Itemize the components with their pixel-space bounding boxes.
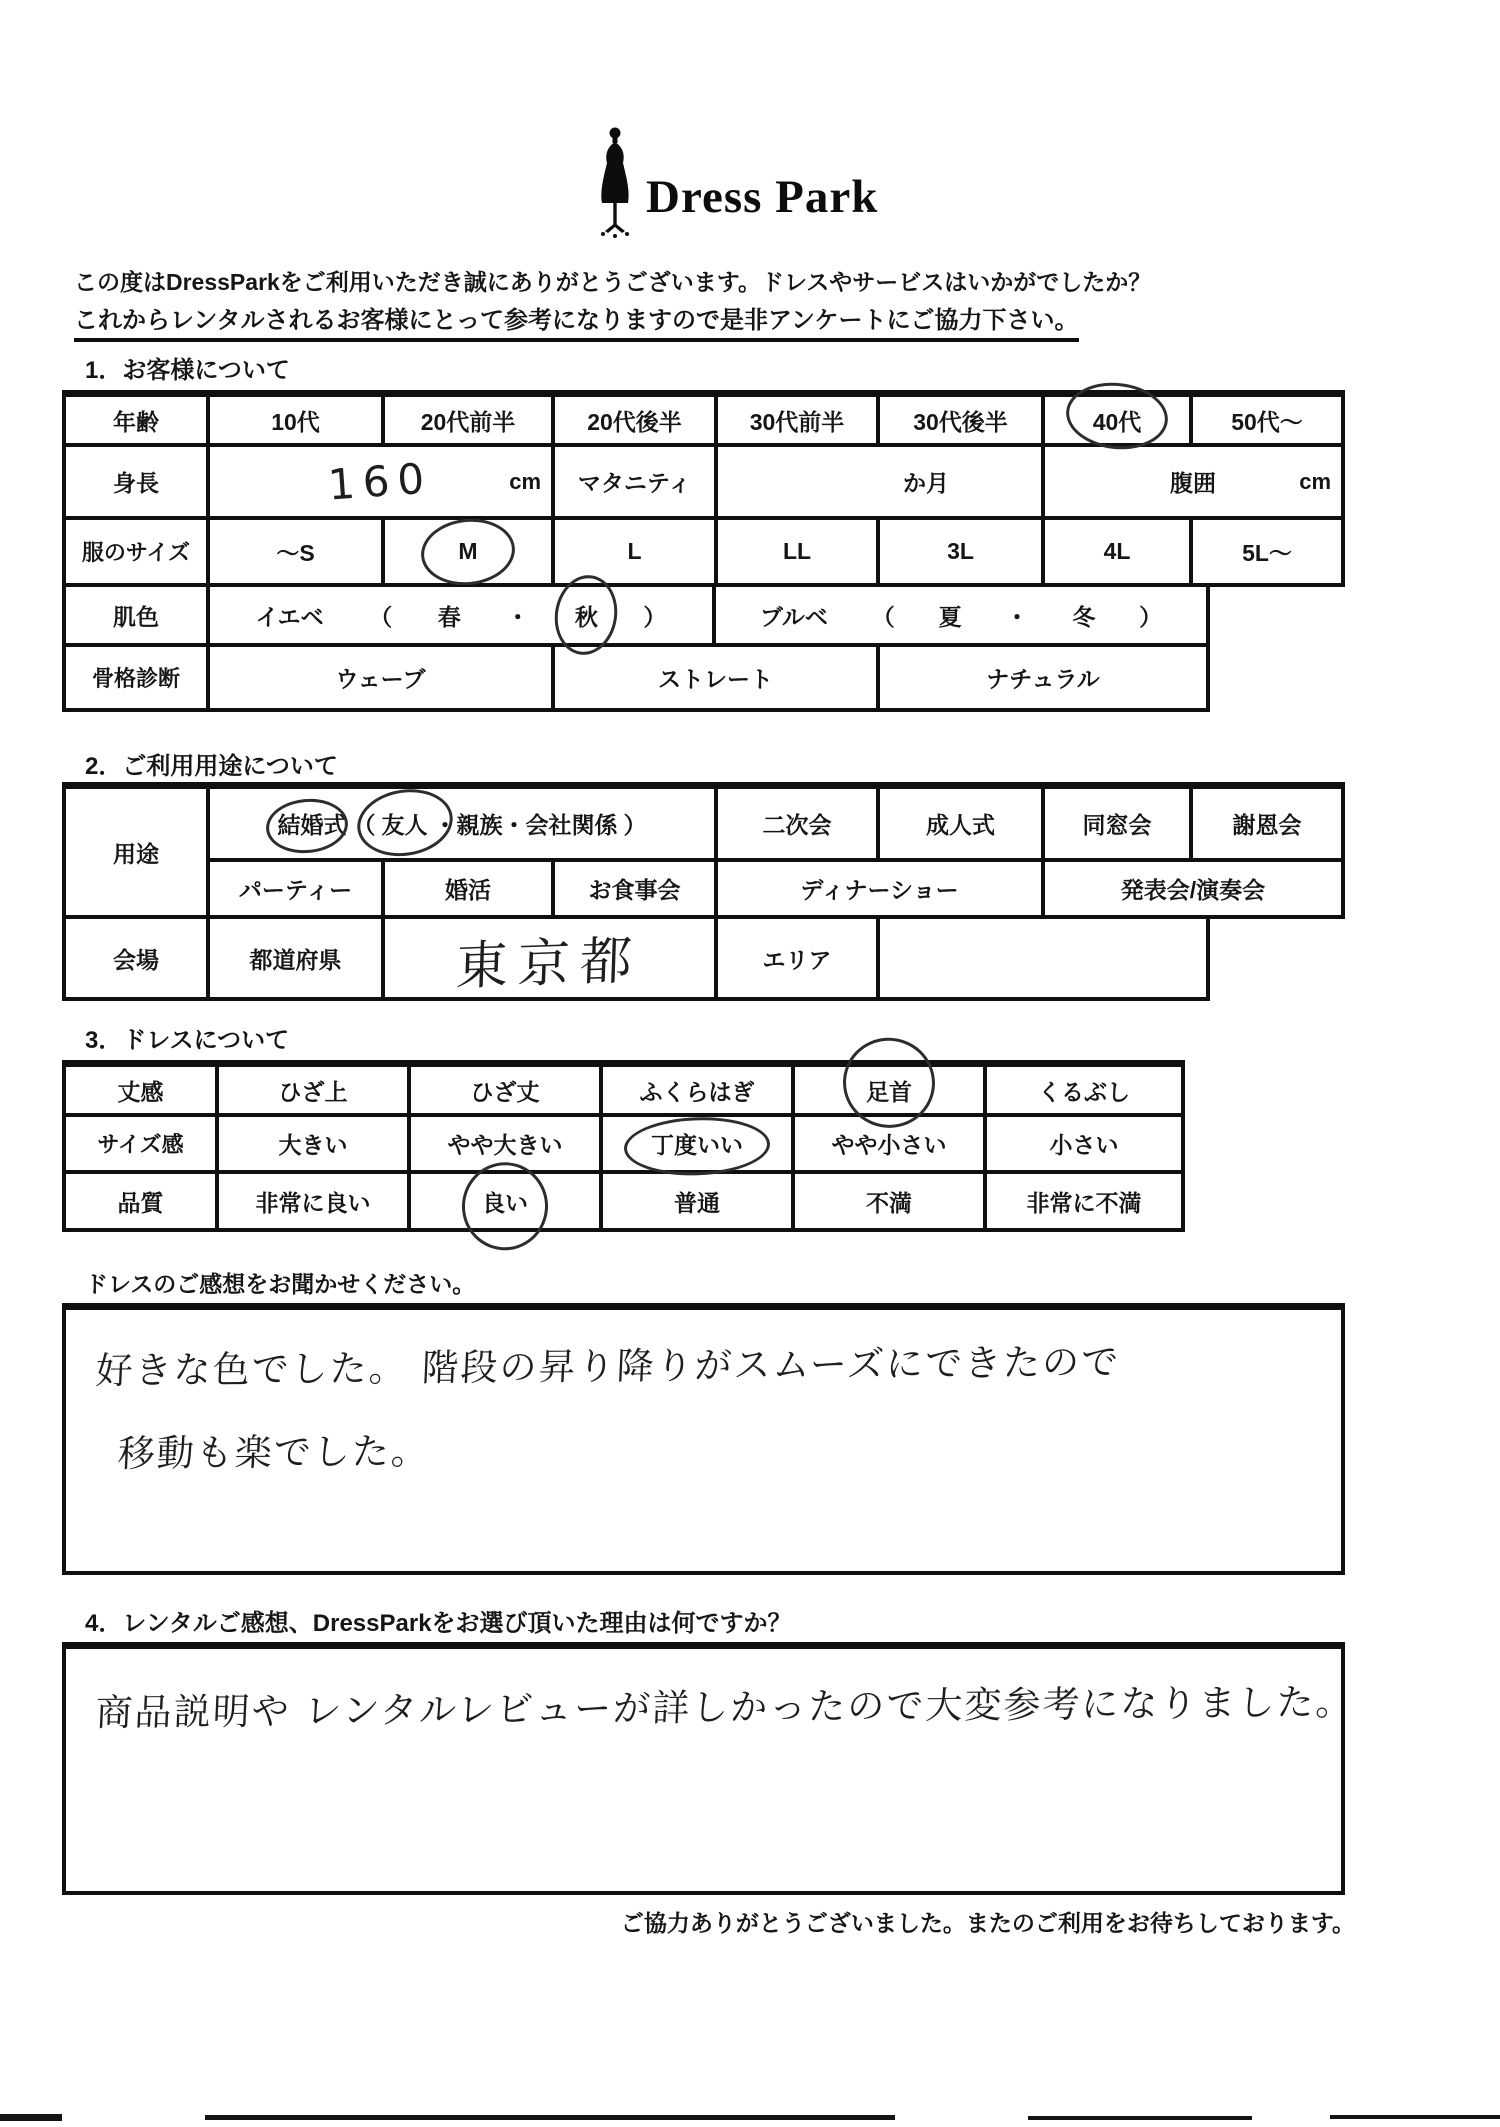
quality-option-label: 非常に良い bbox=[255, 1189, 371, 1216]
quality-option-dissatisfied[interactable] bbox=[795, 1174, 987, 1228]
venue-label-cell bbox=[66, 919, 210, 997]
length-label: 丈感 bbox=[117, 1078, 164, 1105]
length-label-cell bbox=[66, 1067, 219, 1113]
length-option-aboveknee[interactable] bbox=[219, 1067, 411, 1113]
frame-label: 骨格診断 bbox=[91, 666, 180, 691]
paren-open: （ bbox=[871, 603, 895, 630]
height-value-cell[interactable] bbox=[210, 447, 555, 516]
usage-option-dinnershow[interactable] bbox=[718, 862, 1045, 915]
usage-option-party[interactable] bbox=[210, 862, 385, 915]
usage-option-label: 婚活 bbox=[445, 877, 491, 903]
usage-option-comingofage[interactable] bbox=[880, 789, 1045, 862]
closing-message: ご協力ありがとうございました。またのご利用をお待ちしております。 bbox=[620, 1910, 1355, 1936]
length-option-label: ひざ丈 bbox=[470, 1078, 540, 1105]
reason-handwritten-line: 商品説明や レンタルレビューが詳しかったので大変参考になりました。 bbox=[94, 1680, 1356, 1735]
season-autumn-label: 秋 bbox=[574, 603, 598, 630]
size-option-l[interactable] bbox=[555, 520, 718, 583]
wedding-friend[interactable] bbox=[382, 807, 428, 840]
size-label-cell bbox=[66, 520, 210, 583]
size-option-4l[interactable] bbox=[1045, 520, 1193, 583]
brand-name: Dress Park bbox=[646, 171, 879, 223]
dot-separator: ・ bbox=[506, 603, 530, 630]
area-value-cell[interactable] bbox=[880, 919, 1206, 997]
usage-option-reunion[interactable] bbox=[1045, 789, 1193, 862]
usage-option-label: お食事会 bbox=[588, 877, 681, 903]
brand-logo bbox=[594, 126, 878, 240]
age-option-label: 30代前半 bbox=[749, 408, 845, 435]
height-handwritten-value: 160 bbox=[326, 453, 435, 510]
fit-label: サイズ感 bbox=[97, 1132, 184, 1157]
usage-option-label: 発表会/演奏会 bbox=[1120, 877, 1266, 903]
age-option-label: 20代後半 bbox=[587, 408, 682, 435]
venue-label: 会場 bbox=[113, 946, 159, 973]
section1-heading: 1．お客様について bbox=[85, 357, 290, 384]
skin-label: 肌色 bbox=[113, 603, 159, 630]
intro-request-line: これからレンタルされるお客様にとって参考になりますので是非アンケートにご協力下さい。 bbox=[74, 300, 1079, 342]
paren-close: ） bbox=[643, 603, 667, 630]
dress-table bbox=[62, 1060, 1185, 1232]
venue-row bbox=[62, 919, 1210, 1001]
prefecture-handwritten-value: 東京都 bbox=[455, 930, 644, 997]
usage-option-dinnerparty[interactable] bbox=[555, 862, 718, 915]
customer-info-table bbox=[62, 390, 1345, 712]
age-row bbox=[62, 390, 1345, 447]
skin-label-cell bbox=[66, 587, 210, 643]
frame-option-label: ウェーブ bbox=[335, 666, 426, 692]
fit-option-big[interactable] bbox=[219, 1117, 411, 1170]
area-label-cell bbox=[718, 919, 880, 997]
size-option-label: L bbox=[627, 538, 642, 564]
size-option-s[interactable] bbox=[210, 520, 385, 583]
fit-row bbox=[62, 1117, 1185, 1174]
intro-thanks-line: この度はDressParkをご利用いただき誠にありがとうございます。ドレスやサービスはいかがでしたか？ bbox=[74, 269, 1152, 295]
fit-option-label: 大きい bbox=[278, 1132, 348, 1158]
wedding-friend-label: 友人 bbox=[381, 812, 428, 838]
height-unit: cm bbox=[509, 468, 541, 494]
age-option-late20s[interactable] bbox=[555, 397, 718, 443]
waist-label: 腹囲 bbox=[1170, 470, 1216, 496]
age-option-early30s[interactable] bbox=[718, 397, 880, 443]
usage-option-label: ディナーショー bbox=[800, 877, 959, 903]
quality-label: 品質 bbox=[117, 1189, 164, 1216]
size-option-3l[interactable] bbox=[880, 520, 1045, 583]
age-option-40s[interactable] bbox=[1045, 397, 1193, 443]
wedding-rest-label: ・親族・会社関係 bbox=[433, 812, 618, 838]
quality-option-label: 良い bbox=[482, 1189, 528, 1216]
length-row bbox=[62, 1060, 1185, 1117]
length-option-label: ひざ上 bbox=[278, 1078, 348, 1105]
usage-option-label: 同窓会 bbox=[1082, 812, 1152, 838]
frame-label-cell bbox=[66, 647, 210, 708]
frame-option-straight[interactable] bbox=[555, 647, 880, 708]
fit-option-label: やや小さい bbox=[831, 1132, 947, 1158]
skin-option-bluebase[interactable] bbox=[716, 587, 1206, 643]
frame-option-natural[interactable] bbox=[880, 647, 1206, 708]
age-option-label: 50代〜 bbox=[1231, 408, 1303, 435]
reason-textbox[interactable] bbox=[62, 1642, 1356, 1895]
age-option-label: 10代 bbox=[271, 408, 320, 435]
fit-label-cell bbox=[66, 1117, 219, 1170]
quality-option-label: 非常に不満 bbox=[1026, 1189, 1142, 1216]
age-option-50s[interactable] bbox=[1193, 397, 1341, 443]
months-label: か月 bbox=[903, 470, 949, 496]
bluebase-label: ブルベ bbox=[759, 603, 828, 630]
quality-option-verydissatisfied[interactable] bbox=[987, 1174, 1181, 1228]
dot-separator: ・ bbox=[1005, 603, 1029, 630]
venue-row-wrap bbox=[62, 919, 1210, 1001]
usage-option-label: パーティー bbox=[238, 877, 353, 903]
quality-label-cell bbox=[66, 1174, 219, 1228]
maternity-cell[interactable] bbox=[555, 447, 718, 516]
length-option-label: ふくらはぎ bbox=[639, 1078, 755, 1105]
usage-option-thanksparty[interactable] bbox=[1193, 789, 1341, 862]
size-option-label: M bbox=[458, 538, 478, 564]
area-label: エリア bbox=[762, 946, 832, 973]
size-option-m[interactable] bbox=[385, 520, 555, 583]
usage-option-wedding[interactable] bbox=[210, 789, 718, 862]
size-option-label: LL bbox=[782, 538, 812, 564]
months-cell[interactable] bbox=[718, 447, 1045, 516]
section3-heading: 3．ドレスについて bbox=[85, 1027, 290, 1054]
season-summer[interactable]: 夏 bbox=[938, 603, 962, 630]
prefecture-label-cell bbox=[210, 919, 385, 997]
usage-label: 用途 bbox=[113, 840, 159, 867]
length-option-label: 足首 bbox=[866, 1078, 912, 1105]
age-option-label: 20代前半 bbox=[420, 408, 516, 435]
age-option-label: 40代 bbox=[1092, 408, 1142, 435]
skin-option-yellowbase[interactable] bbox=[210, 587, 716, 643]
age-option-label: 30代後半 bbox=[913, 408, 1008, 435]
season-spring[interactable]: 春 bbox=[437, 603, 461, 630]
size-option-label: 3L bbox=[947, 538, 974, 564]
quality-option-label: 不満 bbox=[866, 1189, 912, 1216]
frame-option-label: ストレート bbox=[658, 666, 773, 692]
scan-artifact-line bbox=[1028, 2116, 1252, 2120]
wedding-name bbox=[278, 807, 347, 840]
usage-table bbox=[62, 782, 1345, 919]
paren-close: ） bbox=[1139, 603, 1163, 630]
age-option-late30s[interactable] bbox=[880, 397, 1045, 443]
maternity-label: マタニティ bbox=[577, 470, 692, 496]
fit-option-justright[interactable] bbox=[603, 1117, 795, 1170]
usage-option-label: 二次会 bbox=[762, 812, 832, 838]
usage-label-cell bbox=[66, 789, 210, 915]
section4-heading: 4．レンタルご感想、DressParkをお選び頂いた理由は何ですか？ bbox=[85, 1610, 792, 1637]
size-option-5l[interactable] bbox=[1193, 520, 1341, 583]
paren-open: （ bbox=[352, 812, 376, 838]
length-option-label: くるぶし bbox=[1038, 1078, 1130, 1105]
age-label-cell bbox=[66, 397, 210, 443]
size-row bbox=[62, 520, 1345, 587]
paren-open: （ bbox=[369, 603, 393, 630]
skin-row bbox=[62, 587, 1210, 647]
feedback-textbox[interactable] bbox=[62, 1303, 1345, 1575]
height-label: 身長 bbox=[113, 470, 159, 496]
waist-unit: cm bbox=[1299, 468, 1331, 494]
length-option-knee[interactable] bbox=[411, 1067, 603, 1113]
size-option-label: 5L〜 bbox=[1242, 540, 1292, 566]
frame-option-wave[interactable] bbox=[210, 647, 555, 708]
fit-option-label: 小さい bbox=[1049, 1132, 1119, 1158]
scan-artifact-line bbox=[1330, 2115, 1500, 2119]
usage-option-konkatsu[interactable] bbox=[385, 862, 555, 915]
prefecture-value-cell[interactable] bbox=[385, 919, 718, 997]
quality-option-label: 普通 bbox=[674, 1189, 720, 1216]
paren-close: ） bbox=[623, 812, 647, 838]
length-option-anklebone[interactable] bbox=[987, 1067, 1181, 1113]
size-label: 服のサイズ bbox=[81, 540, 191, 565]
height-row bbox=[62, 447, 1345, 520]
age-label: 年齢 bbox=[113, 408, 159, 435]
age-option-10s[interactable] bbox=[210, 397, 385, 443]
size-option-label: 〜S bbox=[276, 540, 315, 566]
prefecture-label: 都道府県 bbox=[249, 946, 342, 973]
quality-option-good[interactable] bbox=[411, 1174, 603, 1228]
fit-option-slightlysmall[interactable] bbox=[795, 1117, 987, 1170]
frame-row bbox=[62, 647, 1210, 712]
size-option-label: 4L bbox=[1103, 538, 1131, 564]
usage-option-label: 謝恩会 bbox=[1232, 812, 1302, 838]
waist-cell[interactable] bbox=[1045, 447, 1341, 516]
usage-option-recital[interactable] bbox=[1045, 862, 1341, 915]
fit-option-small[interactable] bbox=[987, 1117, 1181, 1170]
length-option-calf[interactable] bbox=[603, 1067, 795, 1113]
scan-artifact-line bbox=[205, 2115, 895, 2120]
fit-option-slightlybig[interactable] bbox=[411, 1117, 603, 1170]
usage-option-label: 成人式 bbox=[926, 812, 995, 838]
wedding-name-label: 結婚式 bbox=[277, 812, 347, 838]
season-winter[interactable]: 冬 bbox=[1072, 603, 1096, 630]
quality-option-normal[interactable] bbox=[603, 1174, 795, 1228]
section2-heading: 2．ご利用用途について bbox=[85, 753, 338, 780]
size-option-ll[interactable] bbox=[718, 520, 880, 583]
age-option-early20s[interactable] bbox=[385, 397, 555, 443]
usage-option-afterparty[interactable] bbox=[718, 789, 880, 862]
length-option-ankle[interactable] bbox=[795, 1067, 987, 1113]
yellowbase-label: イエベ bbox=[255, 603, 324, 630]
quality-option-verygood[interactable] bbox=[219, 1174, 411, 1228]
fit-option-label: 丁度いい bbox=[651, 1132, 743, 1158]
feedback-handwritten-line2: 移動も楽でした。 bbox=[116, 1429, 431, 1476]
season-autumn[interactable] bbox=[575, 599, 598, 632]
height-label-cell bbox=[66, 447, 210, 516]
quality-row bbox=[62, 1174, 1185, 1232]
feedback-handwritten-line1: 好きな色でした。 階段の昇り降りがスムーズにできたので bbox=[94, 1340, 1122, 1393]
feedback-prompt: ドレスのご感想をお聞かせください。 bbox=[85, 1271, 476, 1297]
frame-option-label: ナチュラル bbox=[986, 666, 1100, 692]
dress-mannequin-icon bbox=[594, 126, 636, 240]
scan-artifact-line bbox=[0, 2114, 62, 2121]
fit-option-label: やや大きい bbox=[447, 1132, 563, 1158]
